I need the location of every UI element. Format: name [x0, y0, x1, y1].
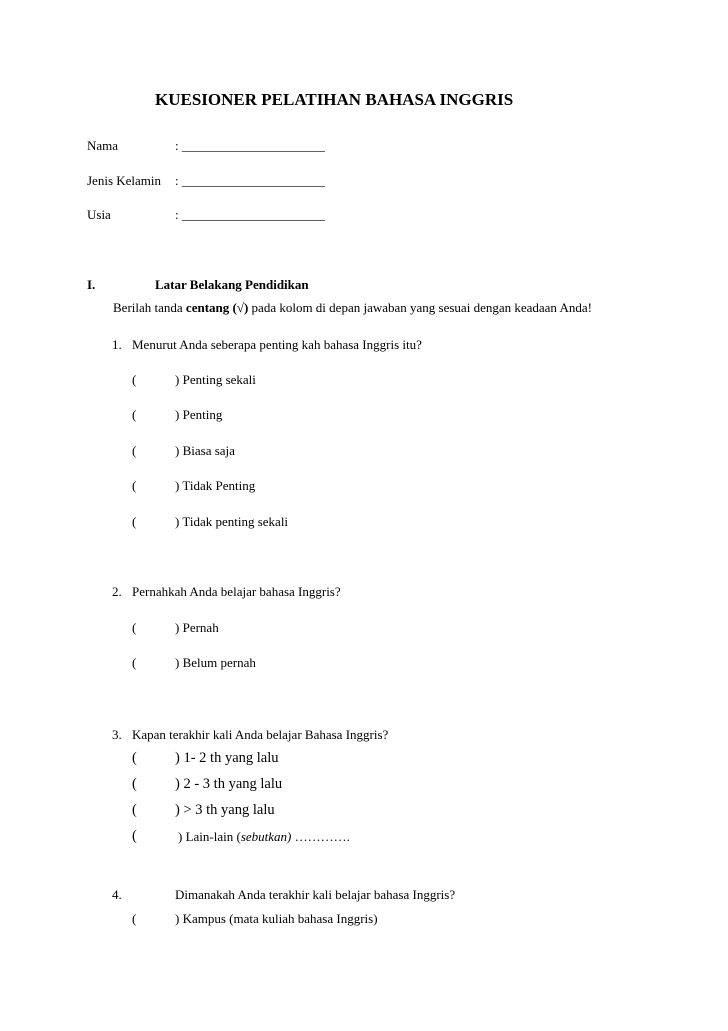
option-label [175, 655, 256, 671]
option-text: Penting [182, 407, 223, 422]
checkbox-close: ) [175, 443, 180, 458]
checkbox-open[interactable]: ( [132, 443, 137, 458]
option-text: > 3 th yang lalu [179, 802, 275, 818]
question-text: Kapan terakhir kali Anda belajar Bahasa Inggris? [132, 727, 389, 742]
field-blank-jenis-kelamin: : ______________________ [175, 173, 325, 188]
question-text: Pernahkah Anda belajar bahasa Inggris? [132, 584, 341, 599]
checkbox-open[interactable]: ( [132, 478, 137, 493]
checkbox-open[interactable]: ( [132, 776, 137, 792]
option-label [175, 802, 275, 818]
option-text: 2 - 3 th yang lalu [183, 776, 283, 792]
option-text: Penting sekali [182, 372, 256, 387]
option-text: Tidak penting sekali [182, 514, 289, 529]
question-number: 3. [112, 727, 122, 742]
checkbox-open[interactable]: ( [132, 514, 137, 529]
option-label [175, 478, 255, 494]
section-heading: Latar Belakang Pendidikan [155, 277, 309, 292]
field-blank-usia: : ______________________ [175, 207, 325, 222]
instruction [113, 300, 592, 316]
option-label [175, 776, 282, 792]
checkbox-close: ) [175, 655, 180, 670]
checkbox-close: ) [175, 620, 180, 635]
checkbox-open[interactable]: ( [132, 750, 137, 766]
section-number: I. [87, 277, 96, 292]
checkbox-open[interactable]: ( [132, 372, 137, 387]
checkbox-open[interactable]: ( [132, 655, 137, 670]
option-text: Belum pernah [182, 655, 256, 670]
checkbox-open[interactable]: ( [132, 828, 137, 844]
checkbox-open[interactable]: ( [132, 802, 137, 818]
checkbox-close: ) [175, 776, 180, 792]
checkbox-close: ) [175, 802, 180, 818]
question-number: 4. [112, 887, 122, 902]
checkbox-open[interactable]: ( [132, 407, 137, 422]
question-text: Dimanakah Anda terakhir kali belajar bahasa Inggris? [175, 887, 456, 902]
checkbox-close: ) [175, 478, 180, 493]
checkbox-open[interactable]: ( [132, 911, 137, 926]
checkbox-close: ) [175, 514, 180, 529]
option-text: 1- 2 th yang lalu [183, 750, 279, 766]
option-label [175, 911, 378, 927]
instruction-pre: Berilah tanda [113, 300, 183, 315]
option-other [178, 829, 350, 845]
option-other-dots: …………. [291, 829, 350, 844]
checkbox-close: ) [175, 750, 180, 766]
checkbox-close: ) [178, 829, 183, 844]
option-text: Pernah [182, 620, 219, 635]
option-label [175, 443, 235, 459]
document-title: KUESIONER PELATIHAN BAHASA INGGRIS [155, 90, 514, 109]
field-blank-nama: : ______________________ [175, 138, 325, 153]
instruction-post: pada kolom di depan jawaban yang sesuai dengan keadaan Anda! [251, 300, 592, 315]
option-text: Biasa saja [182, 443, 235, 458]
option-text: Tidak Penting [182, 478, 256, 493]
question-text: Menurut Anda seberapa penting kah bahasa Inggris itu? [132, 337, 422, 352]
option-other-label: Lain-lain ( [185, 829, 241, 844]
option-label [175, 407, 222, 423]
option-label [175, 372, 256, 388]
option-other-italic: sebutkan) [240, 829, 292, 844]
field-label-jenis-kelamin: Jenis Kelamin [87, 173, 162, 188]
option-label [175, 750, 279, 766]
checkbox-open[interactable]: ( [132, 620, 137, 635]
option-text: Kampus (mata kuliah bahasa Inggris) [182, 911, 378, 926]
option-label [175, 514, 288, 530]
instruction-bold: centang (√) [185, 300, 249, 315]
option-label [175, 620, 219, 636]
question-number: 2. [112, 584, 122, 599]
checkbox-close: ) [175, 407, 180, 422]
question-number: 1. [112, 337, 122, 352]
checkbox-close: ) [175, 911, 180, 926]
field-label-usia: Usia [87, 207, 111, 222]
field-label-nama: Nama [87, 138, 119, 153]
checkbox-close: ) [175, 372, 180, 387]
